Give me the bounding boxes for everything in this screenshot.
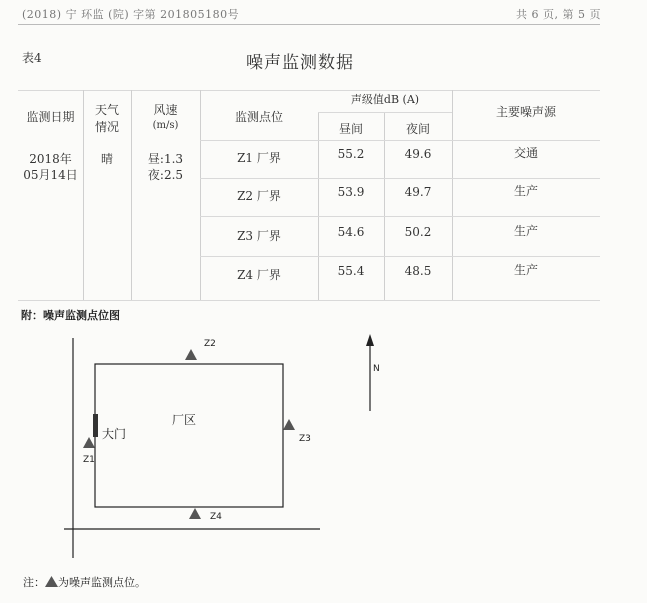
row-night: 49.7 [404, 185, 432, 199]
gate-marker [93, 414, 98, 437]
row-source: 生产 [513, 263, 538, 277]
north-arrow-head [366, 334, 374, 346]
z2-marker [185, 349, 197, 360]
north-label: N [373, 364, 380, 374]
row-day: 55.4 [337, 264, 365, 278]
col-header-level: 声级值dB (A) [350, 93, 420, 106]
legend-note [23, 574, 146, 590]
row-night: 49.6 [404, 147, 432, 161]
row-source: 生产 [513, 224, 538, 238]
attachment-title: 附：噪声监测点位图 [21, 309, 120, 322]
col-header-night: 夜间 [405, 122, 430, 136]
z2-label: Z2 [204, 339, 216, 349]
note-suffix: 为噪声监测点位。 [58, 576, 146, 589]
col-header-weather-2: 情况 [94, 120, 119, 134]
note-prefix: 注： [23, 576, 45, 589]
page-title: 噪声监测数据 [246, 53, 354, 73]
col-header-point: 监测点位 [234, 110, 283, 124]
row-night: 48.5 [404, 264, 432, 278]
col-header-wind-1: 风速 [153, 103, 178, 117]
z1-label: Z1 [83, 455, 95, 465]
gate-label: 大门 [102, 427, 127, 441]
wind-day: 昼:1.3 [147, 152, 184, 166]
factory-label: 厂区 [172, 413, 197, 427]
wind-night: 夜:2.5 [147, 168, 184, 182]
col-header-weather-1: 天气 [94, 103, 119, 117]
table-label: 表4 [22, 51, 42, 65]
date-day: 05月14日 [23, 168, 78, 182]
col-header-date: 监测日期 [26, 110, 75, 124]
row-point: Z4 厂界 [237, 268, 281, 282]
col-header-source: 主要噪声源 [495, 105, 556, 119]
col-header-wind-2: (m/s) [152, 120, 179, 131]
z3-label: Z3 [299, 434, 311, 444]
row-point: Z2 厂界 [237, 189, 281, 203]
weather-value: 晴 [100, 152, 113, 166]
z1-marker [83, 437, 95, 448]
row-day: 54.6 [337, 225, 365, 239]
row-point: Z1 厂界 [237, 151, 281, 165]
z3-marker [283, 419, 295, 430]
row-source: 交通 [513, 146, 538, 160]
row-night: 50.2 [404, 225, 432, 239]
page-indicator: 共 6 页, 第 5 页 [516, 8, 601, 21]
z4-label: Z4 [210, 512, 222, 522]
date-year: 2018年 [29, 152, 72, 166]
col-header-day: 昼间 [338, 122, 363, 136]
triangle-icon [45, 576, 58, 587]
document-number: (2018) 宁 环监 (院) 字第 201805180号 [22, 8, 240, 21]
row-day: 53.9 [337, 185, 365, 199]
z4-marker [189, 508, 201, 519]
row-source: 生产 [513, 184, 538, 198]
row-point: Z3 厂界 [237, 229, 281, 243]
row-day: 55.2 [337, 147, 365, 161]
